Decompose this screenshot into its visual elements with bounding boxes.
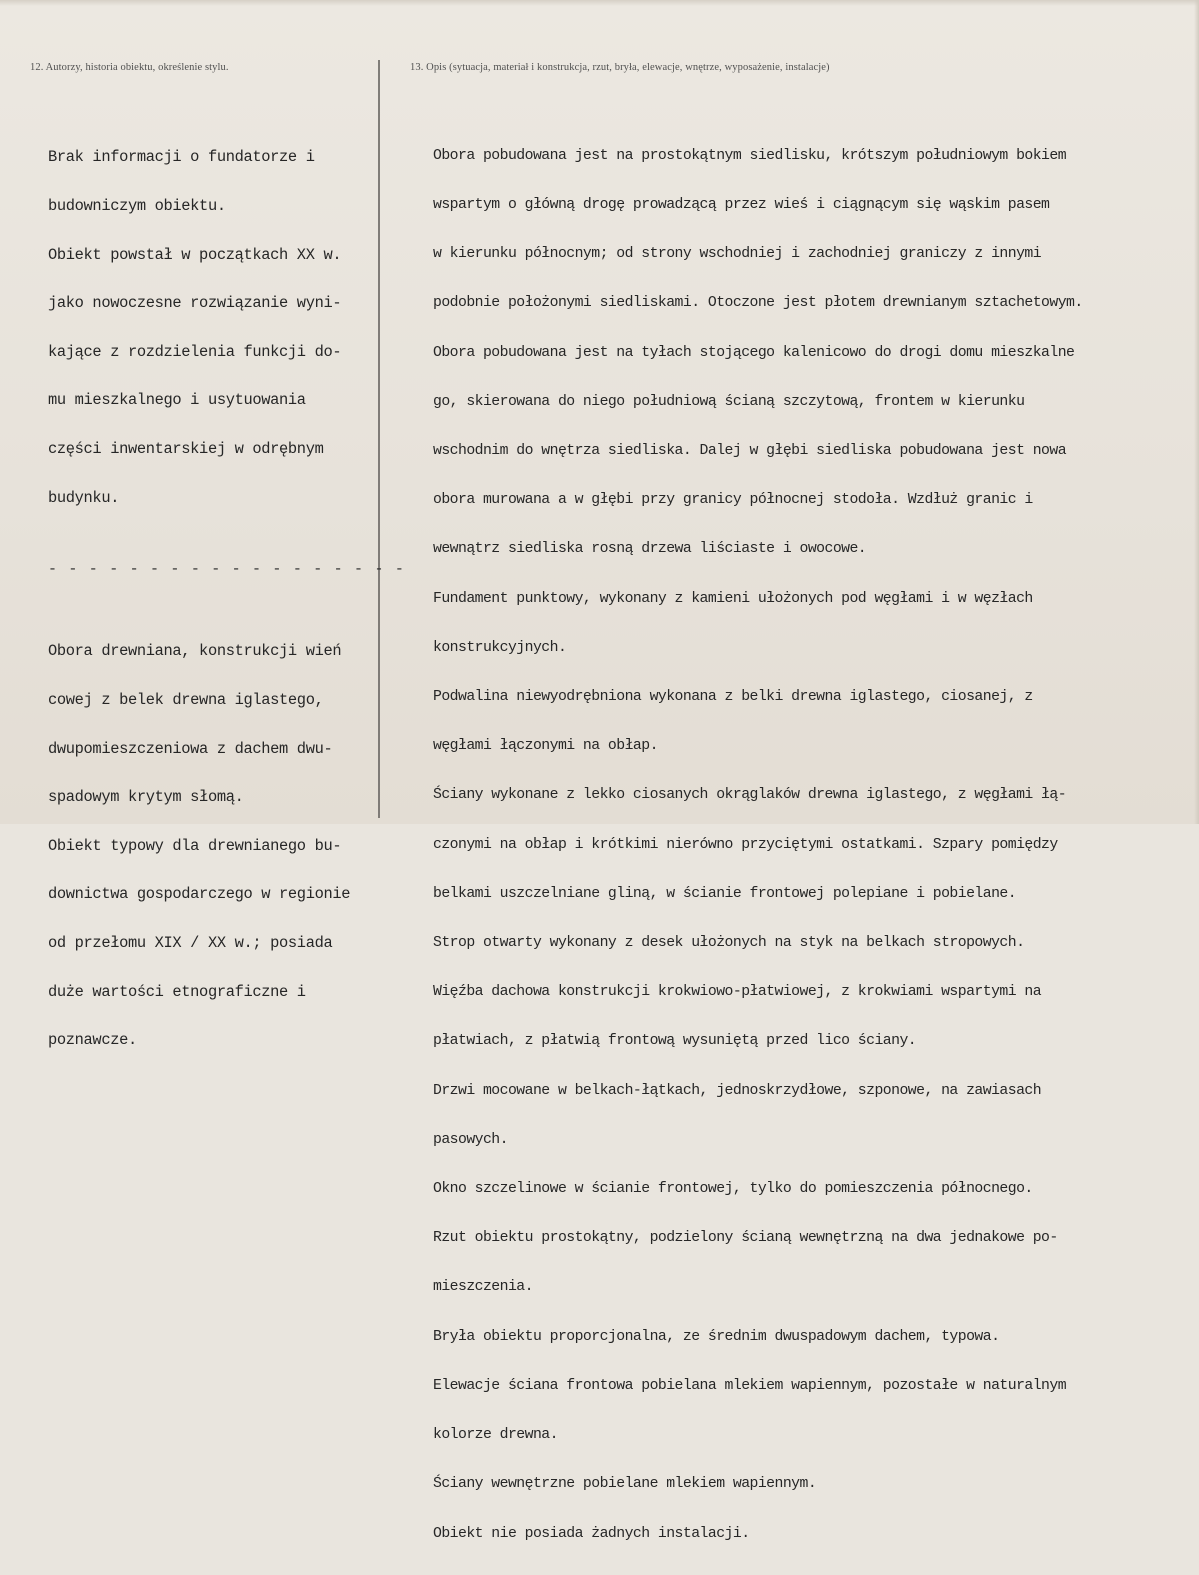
text-line: Bryła obiektu proporcjonalna, ze średnim dwuspadowym dachem, typowa. [433,1328,1000,1345]
text-line: mu mieszkalnego i usytuowania [48,391,306,410]
paper-edge-top [0,0,1199,6]
section-12-author-history-text [48,117,341,538]
text-line: Ściany wewnętrzne pobielane mlekiem wapiennym. [433,1476,817,1493]
text-line: wspartym o główną drogę prowadzącą przez wieś i ciągnącym się wąskim pasem [433,197,1050,214]
text-line: płatwiach, z płatwią frontową wysuniętą przed lico ściany. [433,1033,917,1050]
section-12-header: 12. Autorzy, historia obiektu, określenie stylu. [30,62,229,73]
text-line: części inwentarskiej w odrębnym [48,439,324,458]
text-line: Obora pobudowana jest na tyłach stojącego kalenicowo do drogi domu mieszkalne [433,344,1075,361]
text-line: budynku. [48,488,120,507]
text-line: Okno szczelinowe w ścianie frontowej, tylko do pomieszczenia północnego. [433,1181,1033,1198]
text-line: duże wartości etnograficzne i [48,982,306,1001]
text-line: Obora pobudowana jest na prostokątnym siedlisku, krótszym południowym bokiem [433,147,1067,164]
text-line: od przełomu XIX / XX w.; posiada [48,933,333,952]
text-line: budowniczym obiektu. [48,197,226,215]
text-line: cowej z belek drewna iglastego, [48,691,324,709]
text-line: podobnie położonymi siedliskami. Otoczone jest płotem drewnianym sztachetowym. [433,295,1083,312]
text-line: Obiekt powstał w początkach XX w. [48,245,342,264]
column-divider [378,60,380,818]
dashed-separator: - - - - - - - - - - - - - - - - - - [48,561,406,578]
text-line: Brak informacji o fundatorze i [48,148,315,167]
section-13-header: 13. Opis (sytuacja, materiał i konstrukcja, rzut, bryła, elewacje, wnętrze, wyposażenie, instalacje) [410,62,830,73]
text-line: wschodnim do wnętrza siedliska. Dalej w głębi siedliska pobudowana jest nowa [433,443,1067,460]
text-line: Obiekt nie posiada żadnych instalacji. [433,1525,750,1542]
text-line: downictwa gospodarczego w regionie [48,885,351,904]
text-line: Rzut obiektu prostokątny, podzielony ścianą wewnętrzną na dwa jednakowe po- [433,1230,1058,1247]
text-line: dwupomieszczeniowa z dachem dwu- [48,739,333,758]
text-line: Obiekt typowy dla drewnianego bu- [48,836,342,855]
text-line: pasowych. [433,1131,508,1148]
section-13-description-text [433,115,1083,1575]
text-line: węgłami łączonymi na obłap. [433,738,658,755]
text-line: kające z rozdzielenia funkcji do- [48,342,342,361]
text-line: poznawcze. [48,1031,137,1050]
text-line: jako nowoczesne rozwiązanie wyni- [48,294,342,313]
text-line: Ściany wykonane z lekko ciosanych okrąglaków drewna iglastego, z węgłami łą- [433,787,1067,804]
text-line: obora murowana a w głębi przy granicy północnej stodoła. Wzdłuż granic i [433,492,1033,509]
text-line: Drzwi mocowane w belkach-łątkach, jednoskrzydłowe, szponowe, na zawiasach [433,1082,1042,1099]
text-line: wewnątrz siedliska rosną drzewa liściaste i owocowe. [433,541,867,558]
text-line: Podwalina niewyodrębniona wykonana z belki drewna iglastego, ciosanej, z [433,689,1033,706]
text-line: Strop otwarty wykonany z desek ułożonych na styk na belkach stropowych. [433,935,1025,952]
text-line: spadowym krytym słomą. [48,788,244,807]
section-12-summary-text [48,611,350,1081]
text-line: czonymi na obłap i krótkimi nierówno przyciętymi ostatkami. Szpary pomiędzy [433,836,1058,853]
paper-edge-right [1194,0,1199,824]
text-line: konstrukcyjnych. [433,639,567,656]
text-line: Elewacje ściana frontowa pobielana mlekiem wapiennym, pozostałe w naturalnym [433,1377,1067,1394]
text-line: Obora drewniana, konstrukcji wień [48,642,342,661]
text-line: kolorze drewna. [433,1427,558,1444]
text-line: Więźba dachowa konstrukcji krokwiowo-płatwiowej, z krokwiami wspartymi na [433,984,1042,1001]
text-line: w kierunku północnym; od strony wschodniej i zachodniej graniczy z innymi [433,246,1042,263]
text-line: mieszczenia. [433,1279,533,1296]
text-line: belkami uszczelniane gliną, w ścianie frontowej polepiane i pobielane. [433,885,1017,902]
text-line: go, skierowana do niego południową ścianą szczytową, frontem w kierunku [433,393,1025,410]
text-line: Fundament punktowy, wykonany z kamieni ułożonych pod węgłami i w węzłach [433,590,1033,607]
